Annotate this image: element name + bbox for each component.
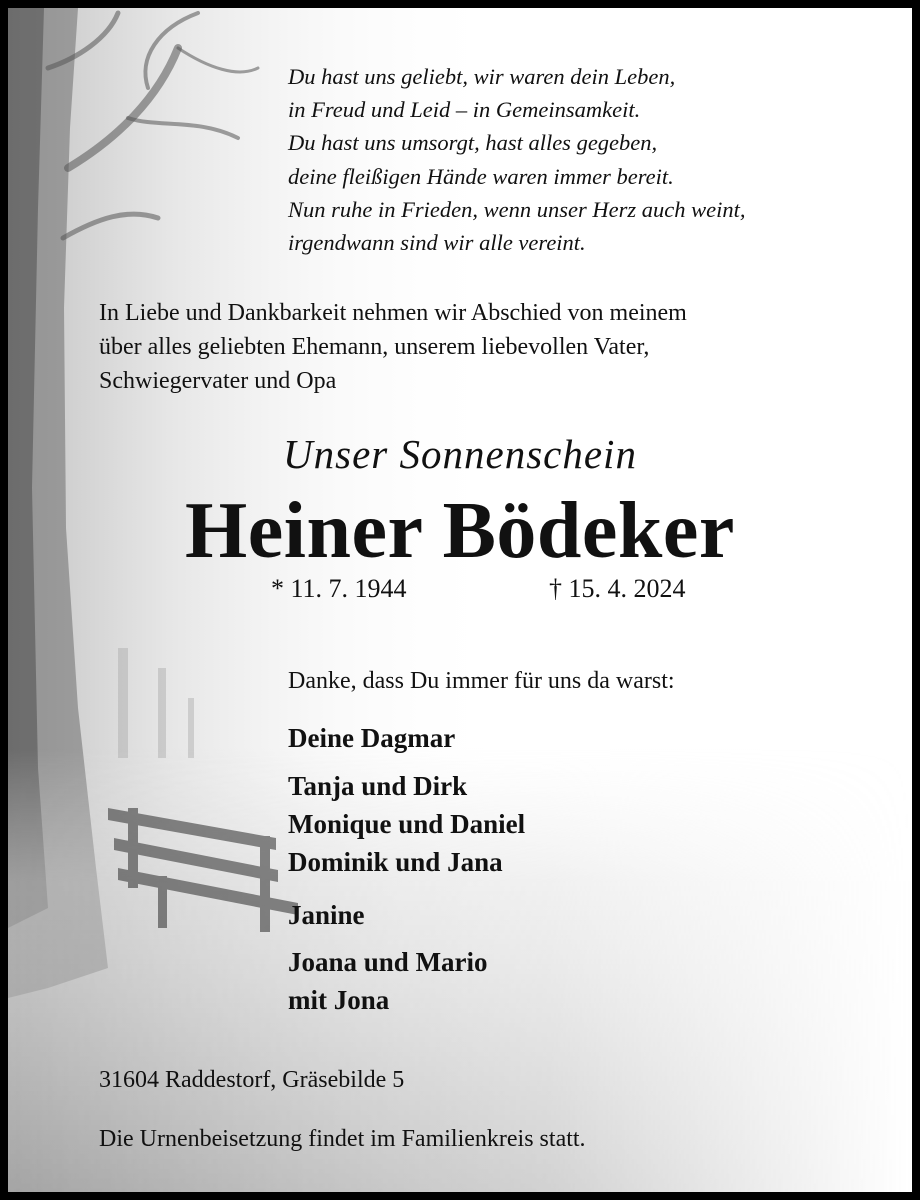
memorial-poem <box>288 60 745 259</box>
poem-line: Nun ruhe in Frieden, wenn unser Herz auch weint, <box>288 196 746 222</box>
burial-note: Die Urnenbeisetzung findet im Familienkreis statt. <box>99 1126 586 1152</box>
intro-line: über alles geliebten Ehemann, unserem liebevollen Vater, <box>99 334 650 360</box>
mourner-name: Dominik und Jana <box>288 847 503 877</box>
family-address: 31604 Raddestorf, Gräsebilde 5 <box>99 1067 405 1093</box>
farewell-intro <box>99 296 687 398</box>
poem-line: in Freud und Leid – in Gemeinsamkeit. <box>288 97 641 123</box>
mourner-name: Monique und Daniel <box>288 809 526 839</box>
thanks-line: Danke, dass Du immer für uns da warst: <box>288 668 675 694</box>
mourner-group <box>288 719 455 757</box>
birth-date: * 11. 7. 1944 <box>271 574 407 603</box>
mourner-name: mit Jona <box>288 985 390 1015</box>
deceased-name: Heiner Bödeker <box>185 487 735 575</box>
nickname-subtitle: Unser Sonnenschein <box>283 431 637 477</box>
death-date: † 15. 4. 2024 <box>549 574 686 603</box>
mourner-group <box>288 767 525 881</box>
poem-line: Du hast uns umsorgt, hast alles gegeben, <box>288 130 658 156</box>
intro-line: Schwiegervater und Opa <box>99 368 337 394</box>
mourner-group <box>288 896 365 934</box>
mourner-name: Deine Dagmar <box>288 723 456 753</box>
poem-line: deine fleißigen Hände waren immer bereit. <box>288 163 674 189</box>
poem-line: irgendwann sind wir alle vereint. <box>288 229 586 255</box>
intro-line: In Liebe und Dankbarkeit nehmen wir Abschied von meinem <box>99 300 687 326</box>
mourner-name: Joana und Mario <box>288 947 488 977</box>
mourner-group <box>288 943 488 1019</box>
mourner-name: Tanja und Dirk <box>288 771 468 801</box>
mourner-name: Janine <box>288 900 365 930</box>
poem-line: Du hast uns geliebt, wir waren dein Leben, <box>288 64 676 89</box>
